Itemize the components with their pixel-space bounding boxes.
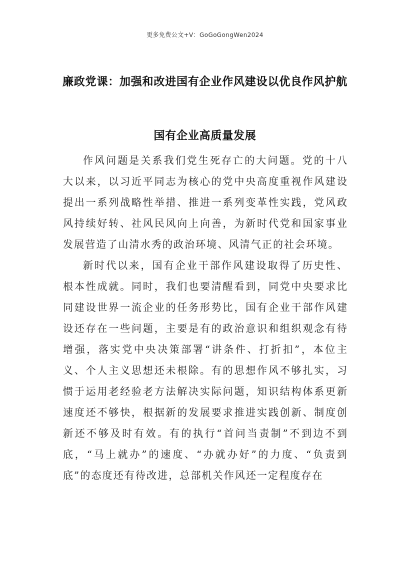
document-subtitle: 国有企业高质量发展	[153, 129, 257, 142]
document-title: 廉政党课：加强和改进国有企业作风建设以优良作风护航	[62, 75, 348, 88]
paragraph-2: 新时代以来，国有企业干部作风建设取得了历史性、根本性成就。同时，我们也要清醒看到，同党中央要求比同建设世界一流企业的任务形势比，国有企业干部作风建设还存在一些问题，主要是有的政治意识和组织观念有待增强，落实党中央决策部署“讲条件、打折扣”，本位主义、个人主义思想还未根除。有的思想作风不够扎实，习惯于运用老经验老方法解决实际问题，知识结构体系更新速度还不够快，根据新的发展要求推进实践创新、制度创新还不够及时有效。有的执行“首问当责制”不到边不到底，“马上就办”的速度、“办就办好”的力度、“负责到底”的态度还有待改进，总部机关作风还一定程度存在	[63, 261, 348, 482]
paragraph-1: 作风问题是关系我们党生死存亡的大问题。党的十八大以来，以习近平同志为核心的党中央高度重视作风建设提出一系列战略性举措、推进一系列变革性实践，党风政风持续好转、社风民风向上向善，为新时代党和国家事业发展营造了山清水秀的政治环境、风清气正的社会环境。	[63, 156, 348, 251]
header-watermark: 更多免费公文+V：GoGoGongWen2024	[146, 32, 264, 39]
document-body	[63, 151, 348, 487]
